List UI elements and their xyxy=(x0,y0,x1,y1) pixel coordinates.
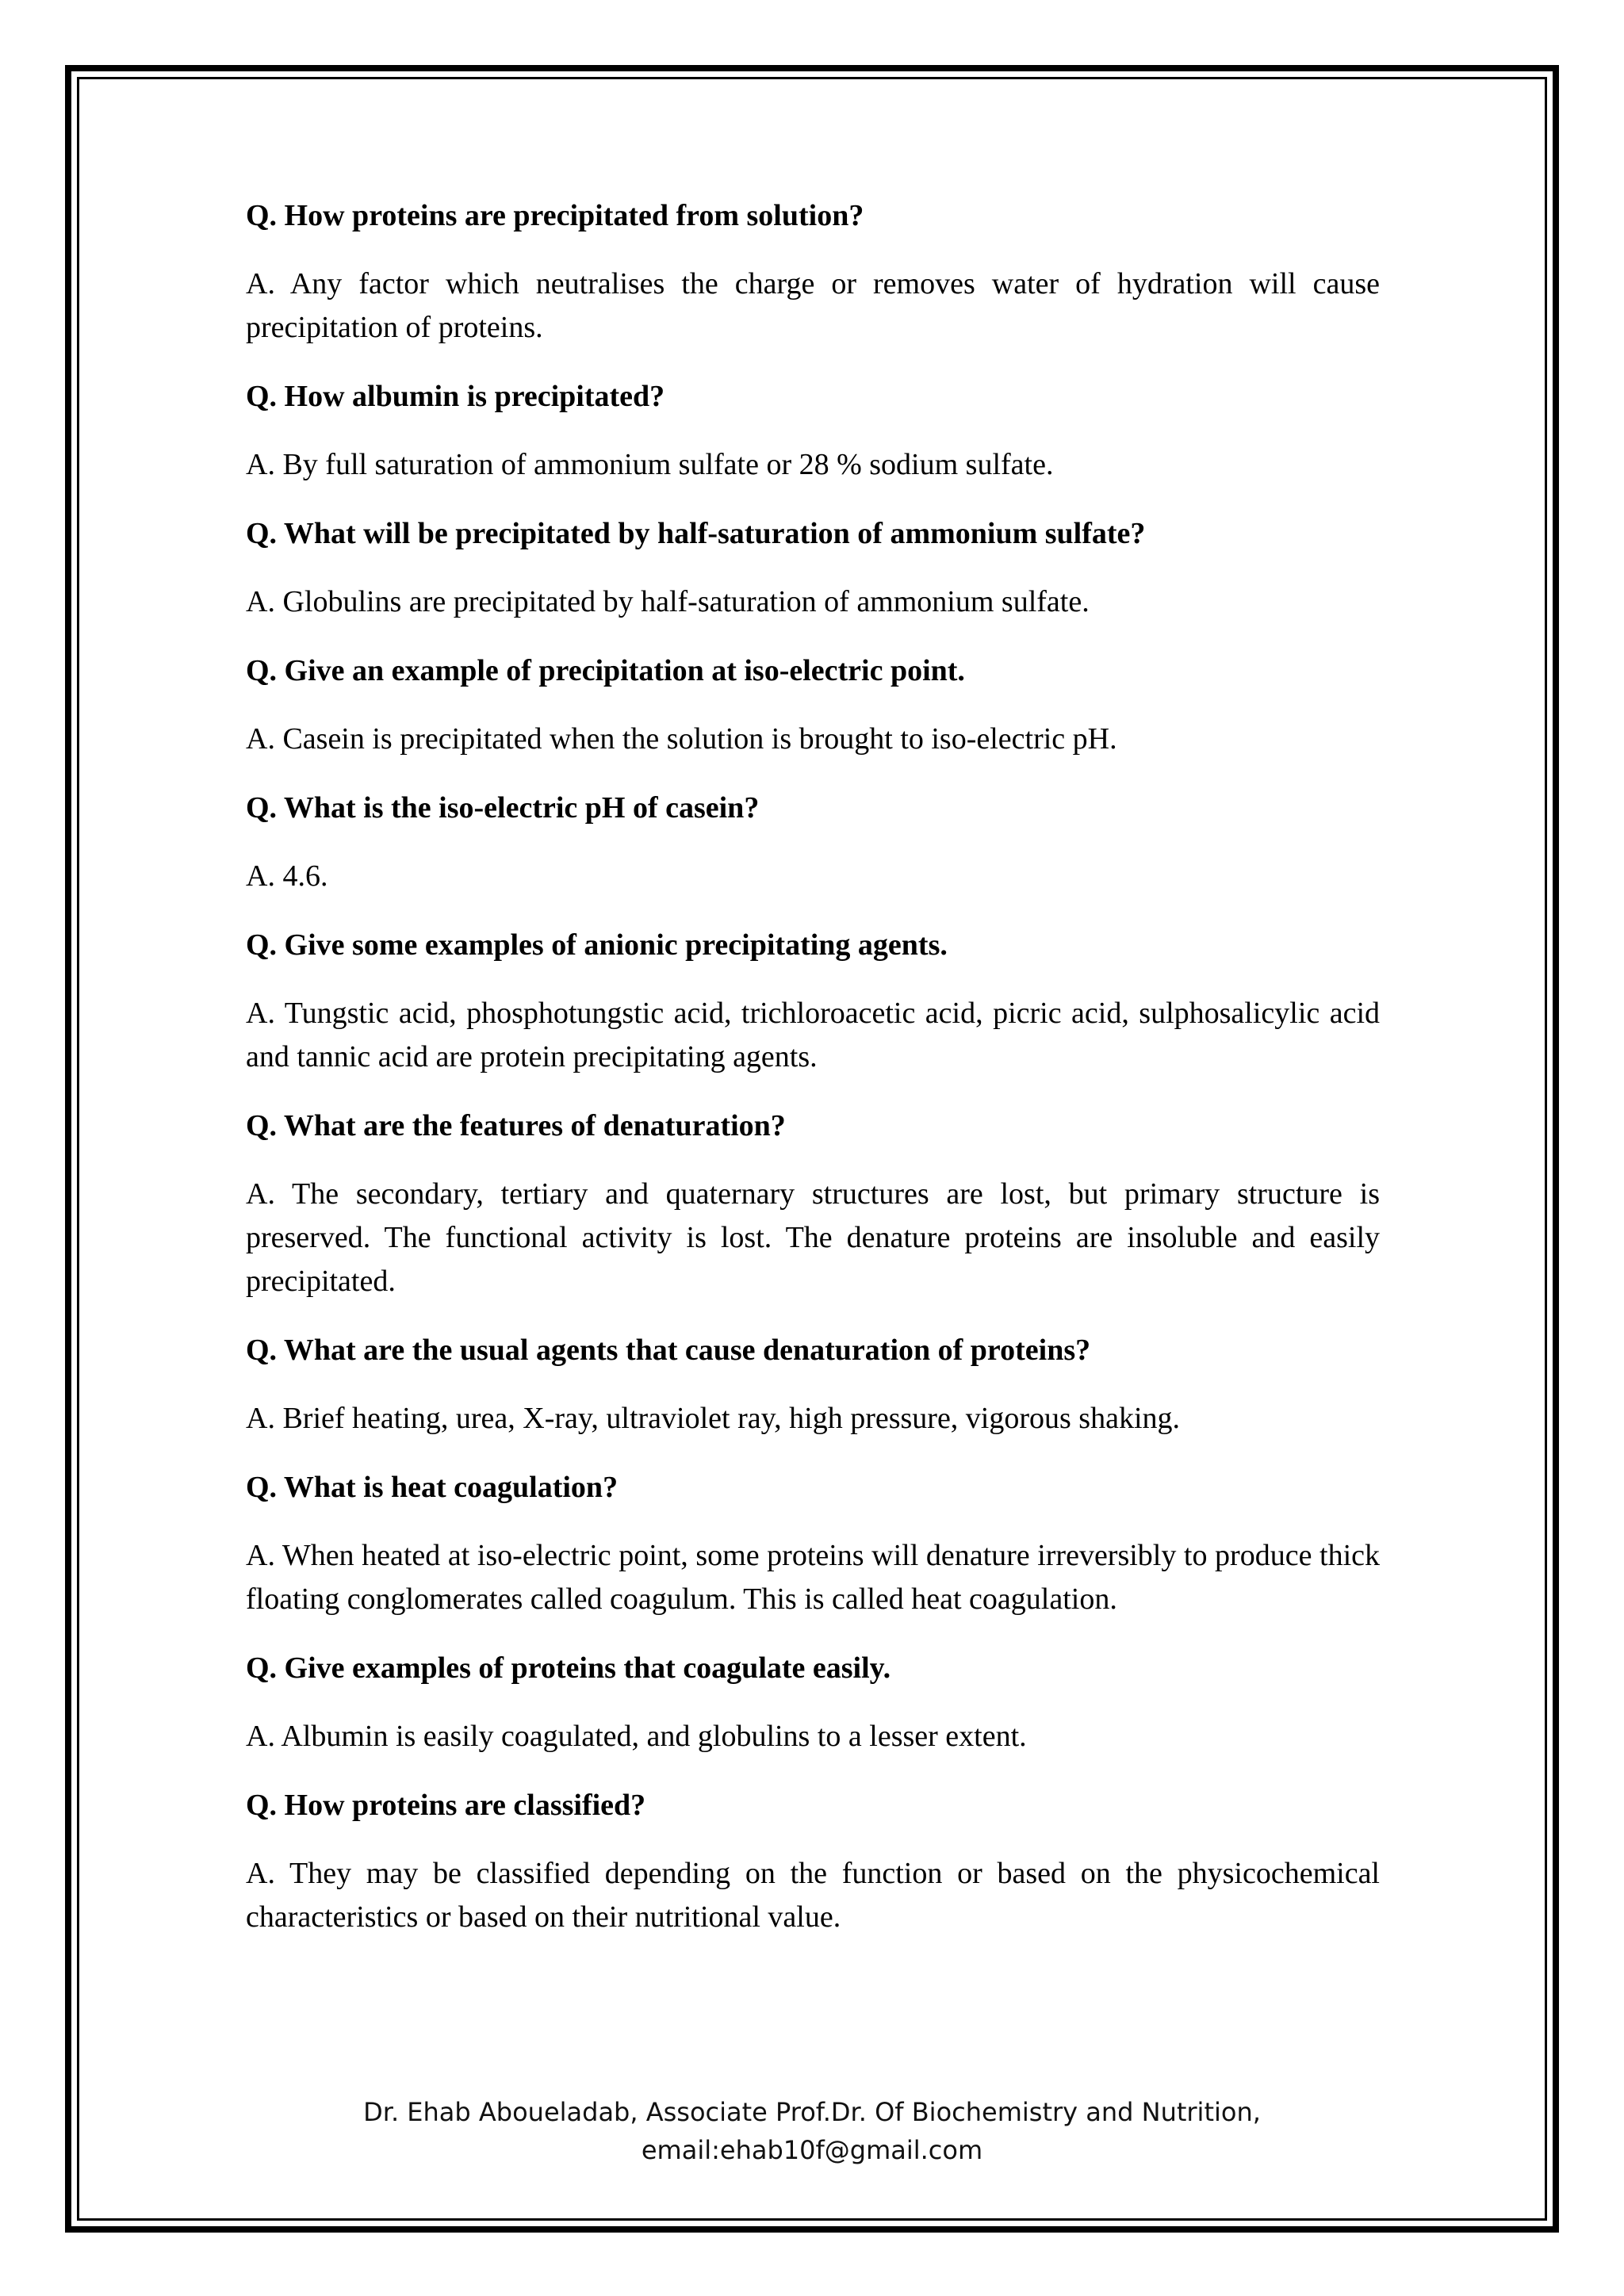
question: Q. What will be precipitated by half-saturation of ammonium sulfate? xyxy=(246,517,1146,550)
answer: A. Globulins are precipitated by half-saturation of ammonium sulfate. xyxy=(246,585,1090,618)
qa-item-3 xyxy=(246,512,1380,624)
question: Q. Give some examples of anionic precipitating agents. xyxy=(246,928,948,962)
qa-content xyxy=(246,194,1380,1965)
question: Q. How proteins are classified? xyxy=(246,1789,646,1822)
page-footer xyxy=(79,2093,1545,2169)
question: Q. How proteins are precipitated from solution? xyxy=(246,199,864,232)
answer: A. When heated at iso-electric point, some proteins will denature irreversibly to produce thick floating conglomerates called coagulum. This is called heat coagulation. xyxy=(246,1539,1380,1616)
answer: A. Brief heating, urea, X-ray, ultraviolet ray, high pressure, vigorous shaking. xyxy=(246,1402,1181,1435)
answer: A. 4.6. xyxy=(246,859,328,893)
qa-item-7 xyxy=(246,1104,1380,1303)
question: Q. How albumin is precipitated? xyxy=(246,380,665,413)
question: Q. Give an example of precipitation at iso-electric point. xyxy=(246,654,965,687)
footer-author-line: Dr. Ehab Aboueladab, Associate Prof.Dr. Of Biochemistry and Nutrition, xyxy=(363,2097,1261,2127)
answer: A. Albumin is easily coagulated, and globulins to a lesser extent. xyxy=(246,1720,1027,1753)
qa-item-4 xyxy=(246,649,1380,761)
qa-item-11 xyxy=(246,1784,1380,1939)
answer: A. Casein is precipitated when the solution is brought to iso-electric pH. xyxy=(246,722,1117,756)
answer: A. The secondary, tertiary and quaternary structures are lost, but primary structure is preserved. The functional activity is lost. The denature proteins are insoluble and easily precipitated. xyxy=(246,1177,1380,1298)
qa-item-6 xyxy=(246,924,1380,1079)
answer: A. Any factor which neutralises the charge or removes water of hydration will cause precipitation of proteins. xyxy=(246,267,1380,344)
question: Q. Give examples of proteins that coagulate easily. xyxy=(246,1651,891,1685)
qa-item-1 xyxy=(246,194,1380,350)
question: Q. What is the iso-electric pH of casein? xyxy=(246,791,760,825)
qa-item-5 xyxy=(246,786,1380,898)
footer-email-line: email:ehab10f@gmail.com xyxy=(641,2135,983,2165)
answer: A. Tungstic acid, phosphotungstic acid, trichloroacetic acid, picric acid, sulphosalicylic acid and tannic acid are protein precipitating agents. xyxy=(246,997,1380,1073)
answer: A. They may be classified depending on the function or based on the physicochemical characteristics or based on their nutritional value. xyxy=(246,1857,1380,1934)
qa-item-9 xyxy=(246,1466,1380,1621)
question: Q. What are the usual agents that cause denaturation of proteins? xyxy=(246,1334,1091,1367)
answer: A. By full saturation of ammonium sulfate or 28 % sodium sulfate. xyxy=(246,448,1054,481)
question: Q. What are the features of denaturation? xyxy=(246,1109,786,1142)
qa-item-8 xyxy=(246,1329,1380,1441)
qa-item-10 xyxy=(246,1647,1380,1758)
qa-item-2 xyxy=(246,375,1380,487)
question: Q. What is heat coagulation? xyxy=(246,1471,619,1504)
